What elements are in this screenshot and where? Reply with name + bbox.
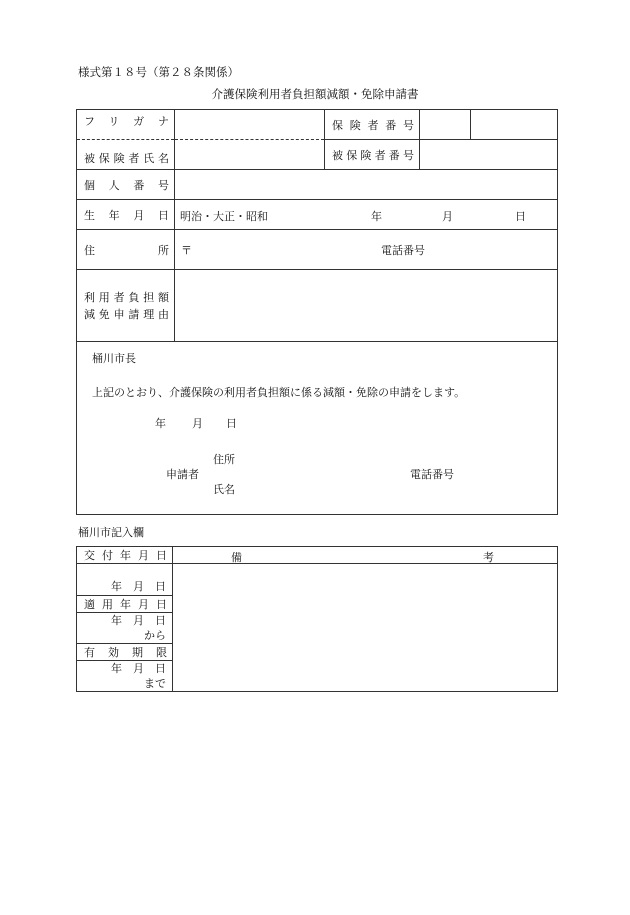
address-label: 住所 xyxy=(77,230,175,270)
from-label: から xyxy=(144,629,166,642)
office-section-label: 桶川市記入欄 xyxy=(78,526,144,539)
personal-number-field[interactable] xyxy=(175,170,558,200)
address-phone-label: 電話番号 xyxy=(381,244,425,257)
furigana-field[interactable] xyxy=(175,110,325,140)
personal-number-label: 個人番号 xyxy=(77,170,175,200)
apply-date-field[interactable] xyxy=(77,613,173,644)
applicant-phone-label: 電話番号 xyxy=(410,468,454,481)
issue-date-label: 交付年月日 xyxy=(77,547,173,564)
reason-label xyxy=(77,270,175,342)
insured-name-field[interactable] xyxy=(175,140,325,170)
addressee: 桶川市長 xyxy=(92,352,136,365)
remarks-label-2: 考 xyxy=(483,551,494,564)
declaration-section xyxy=(77,342,558,515)
office-use-table xyxy=(76,546,558,692)
reason-field[interactable] xyxy=(175,270,558,342)
declaration-day-unit: 日 xyxy=(226,417,237,430)
declaration-statement: 上記のとおり、介護保険の利用者負担額に係る減額・免除の申請をします。 xyxy=(92,386,466,399)
insurer-number-blank xyxy=(420,110,471,140)
reason-label-line2: 減免申請理由 xyxy=(84,307,169,321)
birthdate-year-unit: 年 xyxy=(371,210,382,223)
insured-name-label: 被保険者氏名 xyxy=(77,140,175,170)
insurer-number-field[interactable] xyxy=(471,110,558,140)
declaration-year-unit: 年 xyxy=(155,417,166,430)
declaration-month-unit: 月 xyxy=(192,417,203,430)
valid-period-field[interactable] xyxy=(77,661,173,692)
address-field[interactable] xyxy=(175,230,558,270)
reason-label-line1: 利用者負担額 xyxy=(84,290,169,304)
issue-date-ymd: 年 月 日 xyxy=(111,580,166,593)
valid-period-ymd: 年 月 日 xyxy=(111,662,166,675)
until-label: まで xyxy=(144,677,166,690)
apply-date-label: 適用年月日 xyxy=(77,596,173,613)
birthdate-eras: 明治・大正・昭和 xyxy=(180,210,268,223)
insured-number-field[interactable] xyxy=(420,140,558,170)
birthdate-label: 生年月日 xyxy=(77,200,175,230)
insured-number-label: 被保険者番号 xyxy=(325,140,420,170)
valid-period-label: 有効期限 xyxy=(77,644,173,661)
applicant-name-label: 氏名 xyxy=(213,483,235,496)
remarks-field[interactable] xyxy=(173,564,558,692)
insurer-number-label: 保険者番号 xyxy=(325,110,420,140)
furigana-label: フリガナ xyxy=(77,110,175,140)
remarks-header xyxy=(173,547,558,564)
apply-date-ymd: 年 月 日 xyxy=(111,614,166,627)
issue-date-field[interactable] xyxy=(77,564,173,596)
application-table xyxy=(76,109,558,515)
remarks-label-1: 備 xyxy=(231,551,242,564)
birthdate-day-unit: 日 xyxy=(515,210,526,223)
applicant-label: 申請者 xyxy=(166,468,199,481)
postal-mark: 〒 xyxy=(181,244,192,257)
birthdate-field[interactable] xyxy=(175,200,558,230)
birthdate-month-unit: 月 xyxy=(442,210,453,223)
form-number: 様式第１８号（第２８条関係） xyxy=(78,65,239,79)
form-title: 介護保険利用者負担額減額・免除申請書 xyxy=(211,87,419,101)
applicant-address-label: 住所 xyxy=(213,453,235,466)
